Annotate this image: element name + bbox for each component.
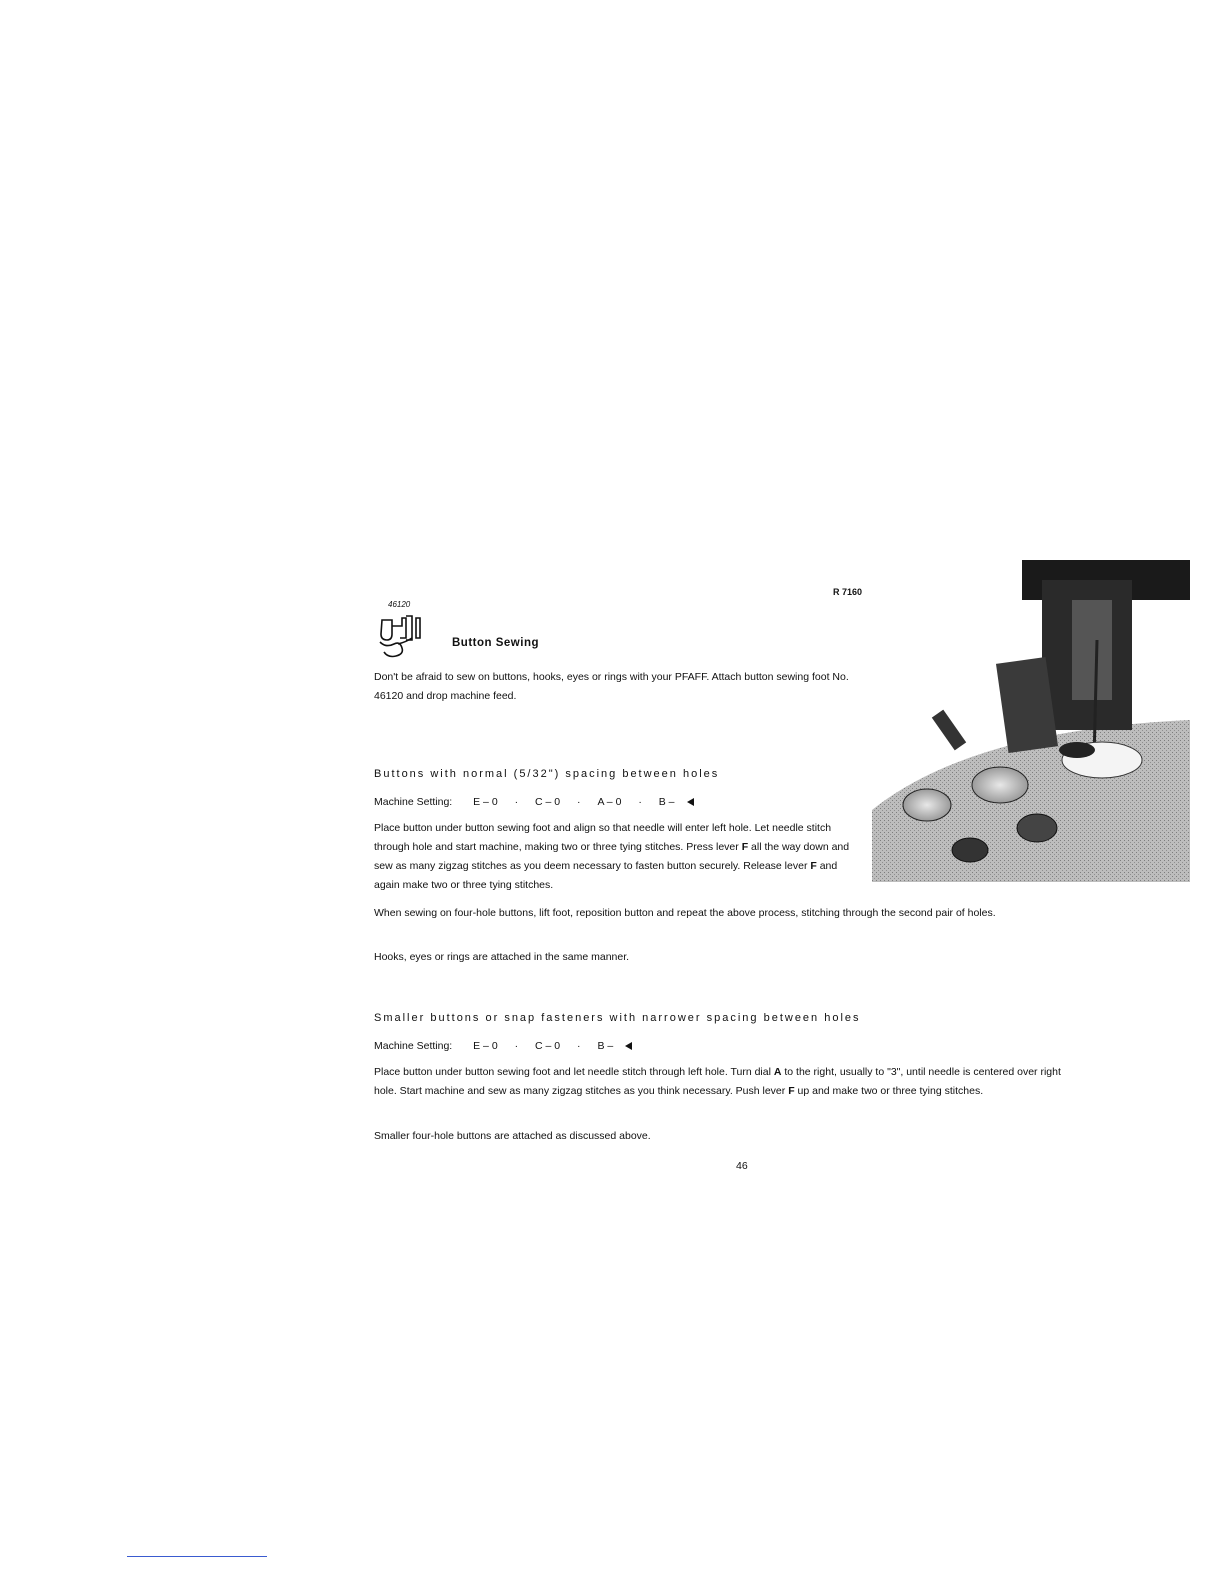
- section2-machine-setting: [374, 1037, 632, 1056]
- setting-separator: ·: [577, 796, 581, 808]
- section-title: Button Sewing: [452, 637, 539, 649]
- setting-separator: ·: [638, 796, 642, 808]
- setting-b: B –: [597, 1040, 614, 1052]
- part-number-label: 46120: [388, 600, 411, 609]
- setting-label: Machine Setting:: [374, 796, 453, 808]
- intro-paragraph: Don't be afraid to sew on buttons, hooks, eyes or rings with your PFAFF. Attach button sewing foot No. 46120 and drop machine feed.: [374, 671, 849, 702]
- setting-separator: ·: [514, 1040, 519, 1052]
- section2-paragraph-2: Smaller four-hole buttons are attached as discussed above.: [374, 1130, 651, 1142]
- setting-b: B –: [658, 796, 675, 808]
- photo-reference: R 7160: [833, 587, 863, 597]
- footer-rule: [127, 1556, 267, 1557]
- section2-heading: Smaller buttons or snap fasteners with narrower spacing between holes: [374, 1012, 861, 1024]
- section1-machine-setting: [374, 793, 694, 812]
- setting-e: E – 0: [473, 796, 498, 808]
- button-sewing-photo: [872, 560, 1190, 882]
- section1-paragraph: Place button under button sewing foot and align so that needle will enter left hole. Let needle stitch through hole and start machine, making two or three tying stitches. Press lever F all the way down and sew as many zigzag stitches as you deem necessary to fasten button securely. Release lever F and again make two or three tying stitches.: [374, 822, 850, 891]
- page-number: 46: [736, 1160, 748, 1172]
- section1-heading: Buttons with normal (5/32") spacing between holes: [374, 768, 720, 780]
- section1-paragraph-2: When sewing on four-hole buttons, lift foot, reposition button and repeat the above process, stitching through the second pair of holes.: [374, 907, 996, 919]
- setting-separator: ·: [514, 796, 519, 808]
- setting-c: C – 0: [535, 796, 561, 808]
- setting-e: E – 0: [473, 1040, 498, 1052]
- setting-c: C – 0: [535, 1040, 561, 1052]
- setting-label: Machine Setting:: [374, 1040, 453, 1052]
- setting-separator: ·: [577, 1040, 581, 1052]
- button-sewing-foot-icon: [376, 614, 428, 660]
- section1-paragraph-3: Hooks, eyes or rings are attached in the same manner.: [374, 951, 630, 963]
- setting-a: A – 0: [597, 796, 622, 808]
- left-arrow-icon: [625, 1042, 632, 1050]
- left-arrow-icon: [687, 798, 694, 806]
- section2-paragraph: Place button under button sewing foot and let needle stitch through left hole. Turn dial A to the right, usually to "3", until needle is centered over right hole. Start machine and sew as many zigzag stitches as you think necessary. Push lever F up and make two or three tying stitches.: [374, 1066, 1061, 1097]
